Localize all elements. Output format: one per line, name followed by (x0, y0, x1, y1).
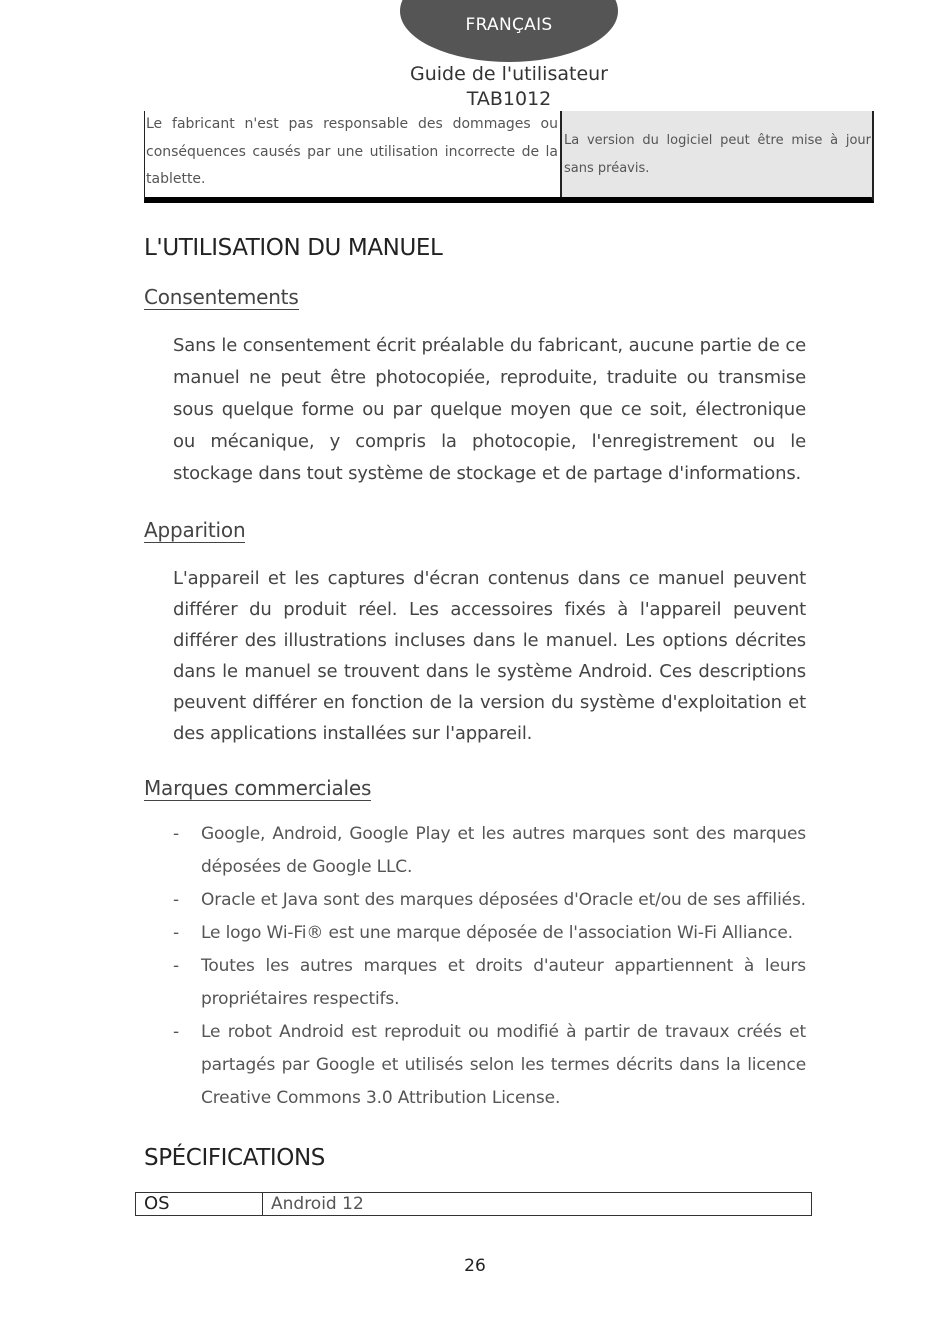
section-title-manual: L'UTILISATION DU MANUEL (144, 235, 443, 261)
subheading-appearance: Apparition (144, 518, 246, 542)
list-item: - Google, Android, Google Play et les autres marques sont des marques déposées de Google LLC. (173, 818, 806, 884)
page-number: 26 (464, 1256, 486, 1276)
list-dash: - (173, 1022, 179, 1042)
list-dash: - (173, 923, 179, 943)
trademark-list (173, 818, 806, 1115)
paragraph-consent: Sans le consentement écrit préalable du fabricant, aucune partie de ce manuel ne peut être photocopiée, reproduite, traduite ou transmise sous quelque forme ou par quelque moyen que ce soit, électronique ou mécanique, y compris la photocopie, l'enregistrement ou le stockage dans tout système de stockage et de partage d'informations. (173, 335, 806, 484)
list-dash: - (173, 824, 179, 844)
list-item: - Toutes les autres marques et droits d'auteur appartiennent à leurs propriétaires respectifs. (173, 950, 806, 1016)
spec-key-os: OS (136, 1193, 263, 1215)
list-item: - Le robot Android est reproduit ou modifié à partir de travaux créés et partagés par Google et utilisés selon les termes décrits dans la licence Creative Commons 3.0 Attribution License. (173, 1016, 806, 1115)
spec-table-row (135, 1192, 812, 1216)
model-number: TAB1012 (466, 88, 552, 110)
notice-cell-software: La version du logiciel peut être mise à jour sans préavis. (562, 111, 872, 197)
notice-cell-liability: Le fabricant n'est pas responsable des dommages ou conséquences causés par une utilisation incorrecte de la tablette. (145, 111, 562, 197)
guide-title: Guide de l'utilisateur (410, 63, 608, 85)
list-item: - Oracle et Java sont des marques déposées d'Oracle et/ou de ses affiliés. (173, 884, 806, 917)
subheading-consent: Consentements (144, 285, 299, 309)
language-label: FRANÇAIS (465, 15, 553, 35)
paragraph-appearance: L'appareil et les captures d'écran contenus dans ce manuel peuvent différer du produit réel. Les accessoires fixés à l'appareil peuvent différer des illustrations incluses dans le manuel. Les options décrites dans le manuel se trouvent dans le système Android. Ces descriptions peuvent différer en fonction de la version du système d'exploitation et des applications installées sur l'appareil. (173, 568, 806, 744)
list-item: - Le logo Wi-Fi® est une marque déposée de l'association Wi-Fi Alliance. (173, 917, 806, 950)
subheading-trademarks: Marques commerciales (144, 776, 372, 800)
list-dash: - (173, 890, 179, 910)
section-title-specs: SPÉCIFICATIONS (144, 1145, 326, 1171)
notice-table (144, 111, 874, 203)
spec-value-os: Android 12 (271, 1194, 364, 1214)
list-dash: - (173, 956, 179, 976)
